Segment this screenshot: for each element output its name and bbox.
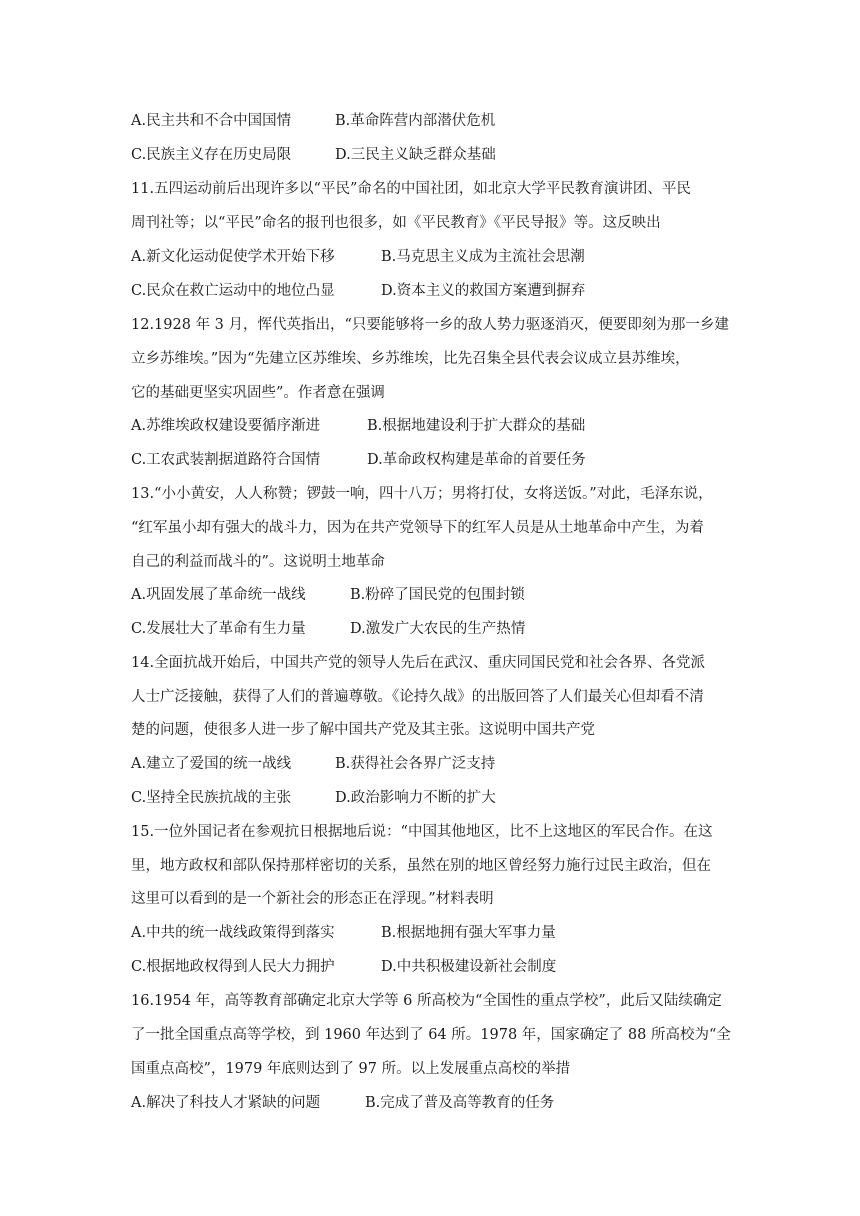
q10-options-row-2 [131,145,760,165]
q15-options-row-2 [131,957,760,977]
q15-option-b[interactable]: B.根据地拥有强大军事力量 [381,925,556,941]
q11-stem-line-1: 11.五四运动前后出现许多以“平民”命名的中国社团，如北京大学平民教育演讲团、平民 [131,181,691,197]
q14-option-b[interactable]: B.获得社会各界广泛支持 [335,756,496,772]
q16-stem-line-3: 国重点高校”，1979 年底则达到了 97 所。以上发展重点高校的举措 [131,1061,571,1077]
q12-option-a[interactable]: A.苏维埃政权建设要循序渐进 [131,418,321,434]
q12-stem-line-1: 12.1928 年 3 月，恽代英指出，“只要能够将一乡的敌人势力驱逐消灭，便要即刻为那一乡建 [131,317,729,333]
q15-stem-line-2: 里，地方政权和部队保持那样密切的关系，虽然在别的地区曾经努力施行过民主政治，但在 [131,858,711,874]
q15-stem-line-3: 这里可以看到的是一个新社会的形态正在浮现。”材料表明 [131,891,494,907]
q16-option-b[interactable]: B.完成了普及高等教育的任务 [365,1095,555,1111]
q12-option-c[interactable]: C.工农武装割据道路符合国情 [131,452,321,468]
q13-option-c[interactable]: C.发展壮大了革命有生力量 [131,621,306,637]
q12-option-d[interactable]: D.革命政权构建是革命的首要任务 [367,452,586,468]
q13-options-row-2 [131,619,760,639]
q11-option-a[interactable]: A.新文化运动促使学术开始下移 [131,249,335,265]
q14-options-row-2 [131,788,760,808]
q13-stem-line-1: 13.“小小黄安，人人称赞；锣鼓一响，四十八万；男将打仗，女将送饭。”对此，毛泽东说， [131,486,713,502]
q16-stem-line-2: 了一批全国重点高等学校，到 1960 年达到了 64 所。1978 年，国家确定了 88 所高校为“全 [131,1027,731,1043]
q12-stem-line-3: 它的基础更坚实巩固些”。作者意在强调 [131,385,385,401]
q12-options-row-1 [131,416,760,436]
q11-stem-line-2: 周刊社等；以“平民”命名的报刊也很多，如《平民教育》《平民导报》等。这反映出 [131,215,661,231]
q11-options-row-1 [131,247,760,267]
q14-option-c[interactable]: C.坚持全民族抗战的主张 [131,790,292,806]
q15-stem-line-1: 15.一位外国记者在参观抗日根据地后说：“中国其他地区，比不上这地区的军民合作。在这 [131,824,713,840]
q15-option-a[interactable]: A.中共的统一战线政策得到落实 [131,925,335,941]
q13-option-d[interactable]: D.激发广大农民的生产热情 [350,621,526,637]
q10-option-a[interactable]: A.民主共和不合中国国情 [131,113,292,129]
q11-option-b[interactable]: B.马克思主义成为主流社会思潮 [381,249,585,265]
q16-options-row-1 [131,1093,760,1113]
q10-option-d[interactable]: D.三民主义缺乏群众基础 [335,147,496,163]
q15-options-row-1 [131,923,760,943]
q10-option-b[interactable]: B.革命阵营内部潜伏危机 [335,113,496,129]
q12-stem-line-2: 立乡苏维埃。”因为“先建立区苏维埃、乡苏维埃，比先召集全县代表会议成立县苏维埃， [131,351,690,367]
q16-stem-line-1: 16.1954 年，高等教育部确定北京大学等 6 所高校为“全国性的重点学校”，此后又陆续确定 [131,993,722,1009]
q15-option-c[interactable]: C.根据地政权得到人民大力拥护 [131,959,335,975]
q14-stem-line-1: 14.全面抗战开始后，中国共产党的领导人先后在武汉、重庆同国民党和社会各界、各党派 [131,655,706,671]
q13-option-b[interactable]: B.粉碎了国民党的包围封锁 [350,587,525,603]
q13-option-a[interactable]: A.巩固发展了革命统一战线 [131,587,306,603]
q11-option-c[interactable]: C.民众在救亡运动中的地位凸显 [131,283,335,299]
q13-stem-line-2: “红军虽小却有强大的战斗力，因为在共产党领导下的红军人员是从土地革命中产生，为着 [131,520,704,536]
q11-options-row-2 [131,281,760,301]
q13-options-row-1 [131,585,760,605]
q14-stem-line-3: 楚的问题，使很多人进一步了解中国共产党及其主张。这说明中国共产党 [131,722,595,738]
q10-option-c[interactable]: C.民族主义存在历史局限 [131,147,292,163]
q12-option-b[interactable]: B.根据地建设利于扩大群众的基础 [367,418,586,434]
q15-option-d[interactable]: D.中共积极建设新社会制度 [381,959,557,975]
q11-option-d[interactable]: D.资本主义的救国方案遭到摒弃 [381,283,586,299]
q14-stem-line-2: 人士广泛接触，获得了人们的普遍尊敬。《论持久战》的出版回答了人们最关心但却看不清 [131,689,704,705]
q13-stem-line-3: 自己的利益而战斗的”。这说明土地革命 [131,554,385,570]
q16-option-a[interactable]: A.解决了科技人才紧缺的问题 [131,1095,321,1111]
q10-options-row-1 [131,111,760,131]
q14-option-d[interactable]: D.政治影响力不断的扩大 [335,790,496,806]
q12-options-row-2 [131,450,760,470]
q14-options-row-1 [131,754,760,774]
q14-option-a[interactable]: A.建立了爱国的统一战线 [131,756,292,772]
